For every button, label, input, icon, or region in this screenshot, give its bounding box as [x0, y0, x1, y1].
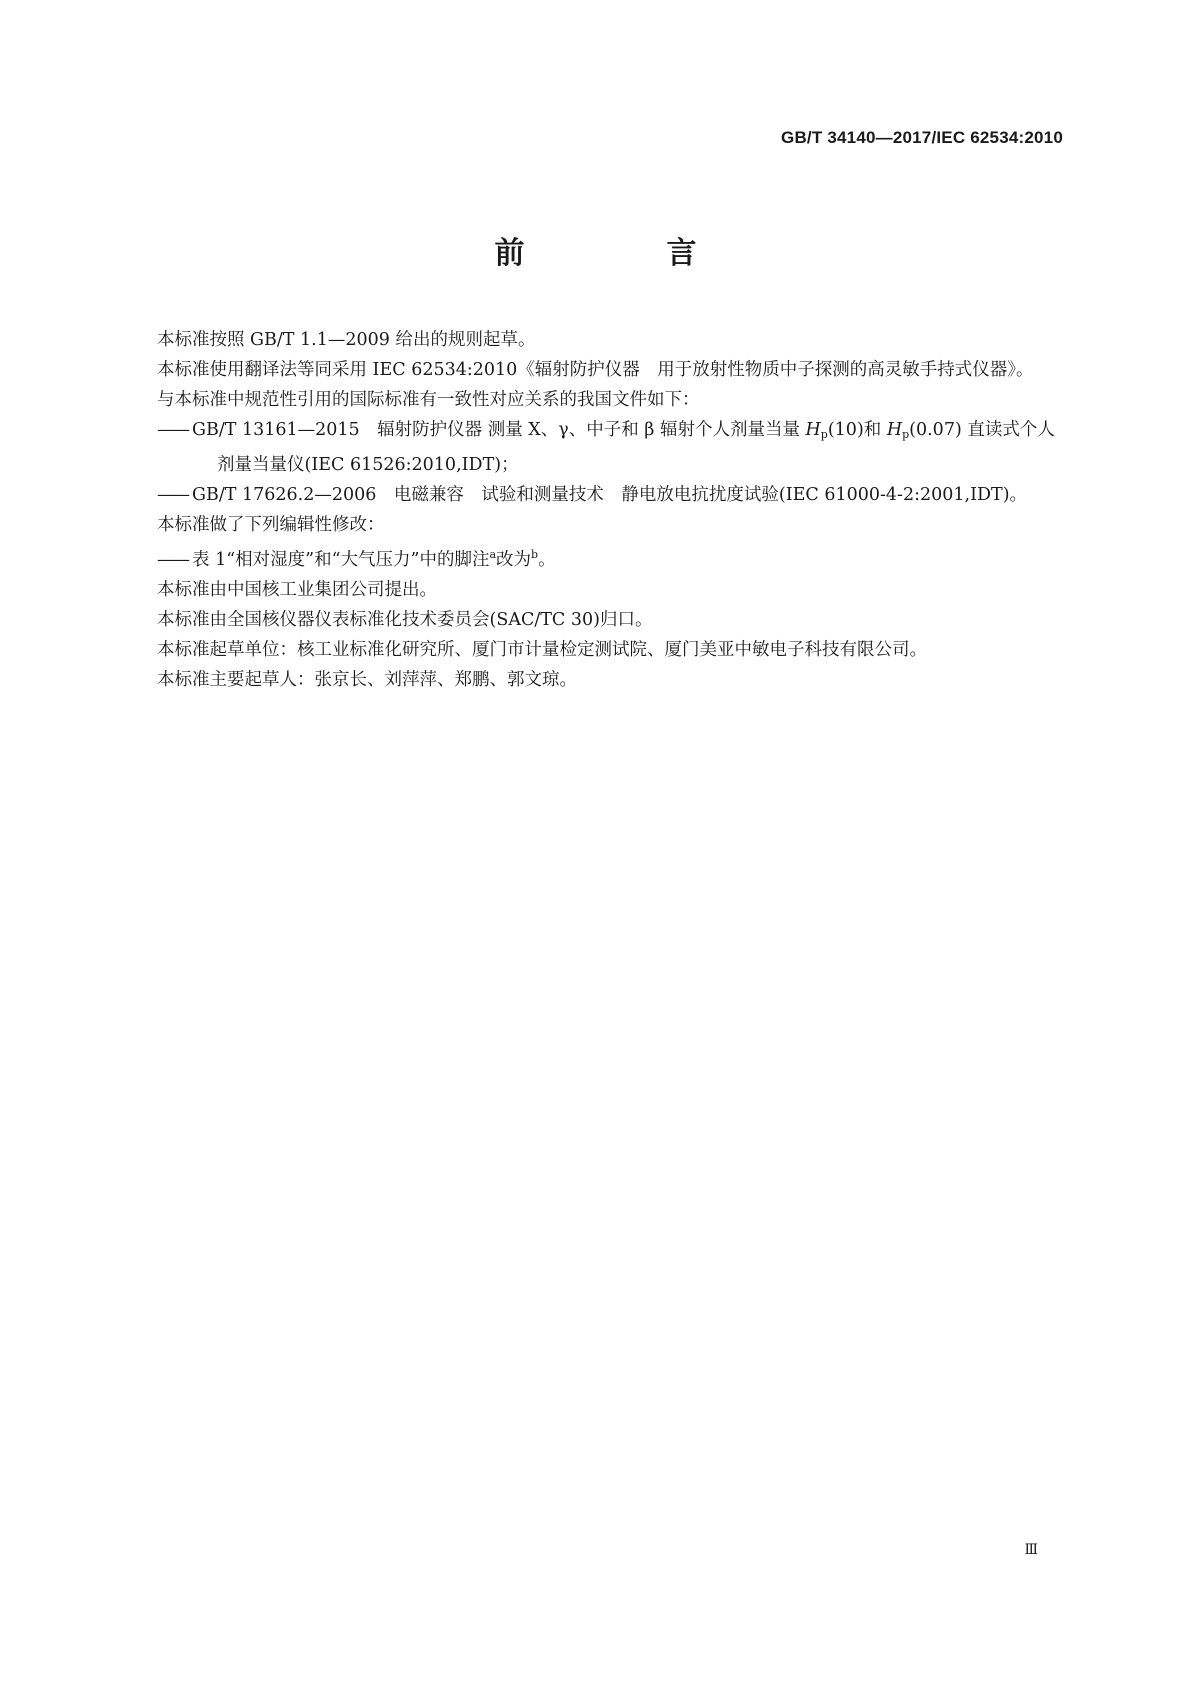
paragraph-adoption: 本标准使用翻译法等同采用 IEC 62534:2010《辐射防护仪器 用于放射性物质中子探测的高灵敏手持式仪器》。	[157, 360, 1034, 380]
standard-code-header: GB/T 34140—2017/IEC 62534:2010	[781, 128, 1063, 147]
page-number: Ⅲ	[1024, 1542, 1037, 1558]
list-item-text: (10)和	[827, 420, 887, 440]
symbol-h: H	[886, 420, 903, 440]
list-item-text: 表 1“相对湿度”和“大气压力”中的脚注	[192, 550, 490, 570]
paragraph-proposer: 本标准由中国核工业集团公司提出。	[157, 580, 437, 600]
symbol-subscript: p	[820, 428, 828, 441]
footnote-marker: a	[489, 548, 497, 561]
list-item-text: GB/T 17626.2—2006 电磁兼容 试验和测量技术 静电放电抗扰度试验(IEC 61000-4-2:2001,IDT)。	[192, 485, 1028, 505]
page-title: 前 言	[494, 236, 753, 271]
footnote-marker: b	[531, 548, 539, 561]
symbol-subscript: p	[902, 428, 910, 441]
paragraph-drafting-units: 本标准起草单位：核工业标准化研究所、厦门市计量检定测试院、厦门美亚中敏电子科技有限公司。	[157, 640, 927, 660]
paragraph-editorial-changes: 本标准做了下列编辑性修改：	[157, 515, 385, 535]
foreword-body	[122, 325, 1057, 695]
list-item-text: GB/T 13161—2015 辐射防护仪器 测量 X、γ、中子和 β 辐射个人剂量当量	[192, 420, 806, 440]
paragraph-correspondence: 与本标准中规范性引用的国际标准有一致性对应关系的我国文件如下：	[157, 390, 700, 410]
list-item-text: (0.07) 直读式个人剂量当量仪(IEC 61526:2010,IDT)；	[217, 420, 1055, 475]
paragraph-drafters: 本标准主要起草人：张京长、刘萍萍、郑鹏、郭文琼。	[157, 670, 577, 690]
list-item-text: 。	[538, 550, 556, 570]
paragraph-drafting-rules: 本标准按照 GB/T 1.1—2009 给出的规则起草。	[157, 330, 536, 350]
list-item-gbt13161	[122, 415, 1057, 480]
list-item-gbt17626	[122, 480, 1057, 510]
symbol-h: H	[805, 420, 821, 440]
list-item-table1-footnote	[122, 540, 1057, 575]
dash-marker: ——	[157, 485, 188, 505]
dash-marker: ——	[157, 420, 188, 440]
list-item-text: 改为	[496, 550, 532, 570]
paragraph-technical-committee: 本标准由全国核仪器仪表标准化技术委员会(SAC/TC 30)归口。	[157, 610, 653, 630]
dash-marker: ——	[157, 550, 188, 570]
